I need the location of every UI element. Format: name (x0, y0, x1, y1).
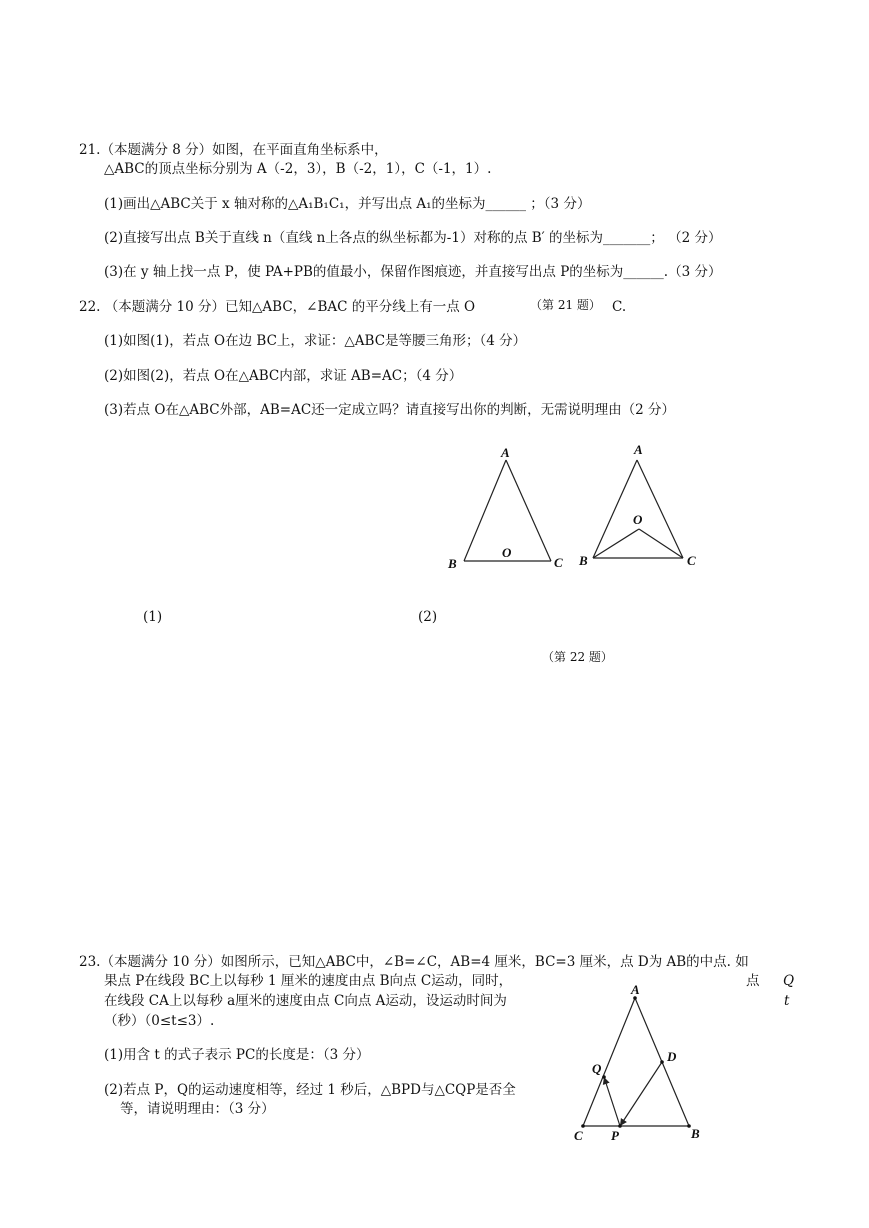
fig2-label-o: O (633, 512, 643, 527)
q21-part3: (3)在 y 轴上找一点 P，使 PA+PB的值最小，保留作图痕迹，并直接写出点 P的坐标为______.（3 分） (104, 264, 722, 280)
fig3-label-c: C (574, 1128, 583, 1143)
q23-line2: 果点 P在线段 BC上以每秒 1 厘米的速度由点 B向点 C运动，同时， (104, 973, 513, 989)
fig3-label-b: B (691, 1126, 700, 1141)
fig1-label-o: O (502, 545, 512, 560)
q23-line4: （秒）（0≤t≤3）. (104, 1013, 215, 1029)
fig3-label-d: D (667, 1049, 677, 1064)
fig1-label-b: B (448, 556, 457, 571)
q23-line2-tail-b: Q (783, 973, 795, 989)
q23-line3-tail: t (784, 993, 790, 1009)
fig3-label-a: A (631, 982, 640, 997)
q22-figure-caption: （第 22 题） (542, 650, 613, 664)
q23-part2-b: 等，请说明理由：（3 分） (120, 1101, 275, 1117)
q22-part2: (2)如图(2)，若点 O在△ABC内部，求证 AB=AC；（4 分） (104, 368, 463, 384)
fig3-label-p: P (611, 1128, 619, 1143)
fig1-label-c: C (554, 555, 563, 570)
q21-part1: (1)画出△ABC关于 x 轴对称的△A₁B₁C₁，并写出点 A₁的坐标为______ ；（3 分） (104, 196, 591, 212)
q23-part1: (1)用含 t 的式子表示 PC的长度是：（3 分） (104, 1047, 370, 1063)
fig2-label-c: C (687, 553, 696, 568)
q23-line3: 在线段 CA上以每秒 a厘米的速度由点 C向点 A运动，设运动时间为 (104, 993, 507, 1009)
q23-line1: 23.（本题满分 10 分）如图所示，已知△ABC中，∠B=∠C，AB=4 厘米，BC=3 厘米，点 D为 AB的中点. 如 (79, 954, 749, 970)
q22-heading: 22. （本题满分 10 分）已知△ABC，∠BAC 的平分线上有一点 O (79, 299, 476, 315)
q21-figure-caption: （第 21 题） (530, 298, 601, 312)
fig2-label-a: A (634, 442, 643, 457)
q21-heading: 21.（本题满分 8 分）如图，在平面直角坐标系中， (79, 142, 388, 158)
fig2-label-b: B (579, 553, 588, 568)
q21-line2: △ABC的顶点坐标分别为 A（-2，3），B（-2，1），C（-1，1）. (104, 161, 492, 177)
fig3-label-q: Q (592, 1061, 602, 1076)
q23-part2-a: (2)若点 P，Q的运动速度相等，经过 1 秒后，△BPD与△CQP是否全 (104, 1082, 516, 1098)
q22-figure-2-label: (2) (418, 609, 438, 625)
q22-heading-tail: C. (612, 299, 627, 315)
q22-part3: (3)若点 O在△ABC外部，AB=AC还一定成立吗？请直接写出你的判断，无需说明理由（2 分） (104, 402, 676, 418)
q22-figure-1-label: (1) (143, 609, 163, 625)
q22-part1: (1)如图(1)，若点 O在边 BC上，求证：△ABC是等腰三角形；（4 分） (104, 333, 527, 349)
q22-figure-1 (440, 440, 570, 575)
q23-figure (565, 980, 715, 1145)
fig1-label-a: A (501, 445, 510, 460)
q21-part2: (2)直接写出点 B关于直线 n（直线 n上各点的纵坐标都为-1）对称的点 B′ 的坐标为_______； （2 分） (104, 230, 722, 246)
q23-line2-tail-a: 点 (746, 973, 760, 989)
q22-figure-2 (575, 440, 715, 575)
